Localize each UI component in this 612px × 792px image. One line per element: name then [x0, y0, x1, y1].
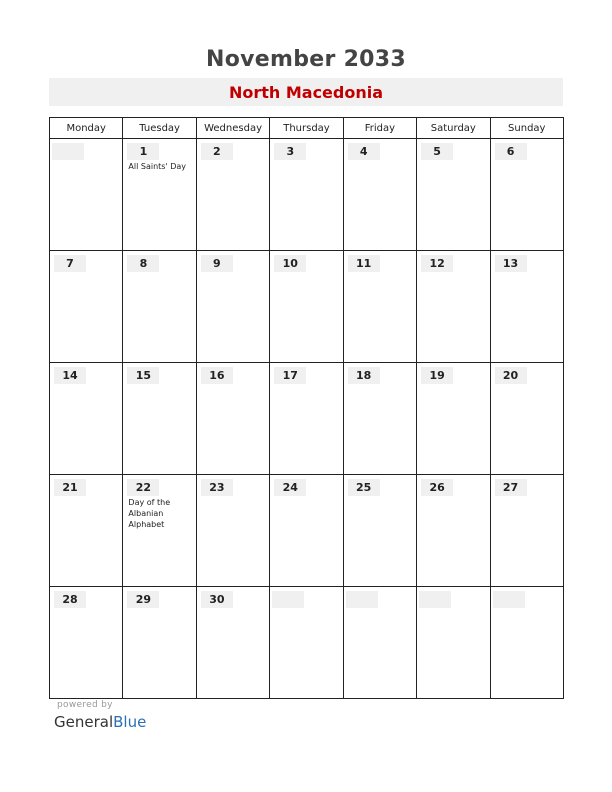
weekday-header: Wednesday	[196, 118, 269, 139]
day-cell	[417, 139, 490, 251]
country-name: North Macedonia	[228, 83, 384, 102]
weekday-header: Sunday	[490, 118, 563, 139]
day-number: 19	[421, 367, 453, 384]
day-number: 17	[274, 367, 306, 384]
calendar-title: November 2033	[205, 47, 407, 72]
week-row	[50, 251, 564, 363]
day-number: 12	[421, 255, 453, 272]
day-cell	[270, 475, 343, 587]
day-number: 25	[348, 479, 380, 496]
day-cell	[270, 251, 343, 363]
day-cell	[490, 363, 563, 475]
week-row	[50, 475, 564, 587]
day-number: 7	[54, 255, 86, 272]
day-cell	[196, 363, 269, 475]
day-cell	[270, 587, 343, 699]
day-cell	[490, 139, 563, 251]
week-row	[50, 587, 564, 699]
week-row	[50, 363, 564, 475]
holiday-label: Day of the Albanian Alphabet	[128, 498, 171, 529]
day-cell	[343, 587, 416, 699]
day-cell	[343, 251, 416, 363]
day-cell	[123, 587, 196, 699]
day-number: 28	[54, 591, 86, 608]
week-row	[50, 139, 564, 251]
day-number: 26	[421, 479, 453, 496]
calendar-grid	[49, 117, 564, 699]
day-cell	[417, 363, 490, 475]
day-number: 21	[54, 479, 86, 496]
brand-logo	[54, 713, 146, 731]
day-number: 22	[127, 479, 159, 496]
day-number: 5	[421, 143, 453, 160]
weekday-header: Friday	[343, 118, 416, 139]
day-cell	[490, 251, 563, 363]
day-number: 20	[495, 367, 527, 384]
weekday-header-row	[50, 118, 564, 139]
day-number: 1	[127, 143, 159, 160]
day-cell	[270, 363, 343, 475]
day-number	[52, 143, 84, 160]
day-number: 8	[127, 255, 159, 272]
day-number: 2	[201, 143, 233, 160]
day-number	[419, 591, 451, 608]
day-number: 13	[495, 255, 527, 272]
day-cell	[123, 251, 196, 363]
day-cell	[343, 475, 416, 587]
day-cell	[196, 251, 269, 363]
day-cell	[50, 587, 123, 699]
day-cell	[123, 363, 196, 475]
day-cell	[196, 587, 269, 699]
brand-general: General	[54, 713, 114, 731]
day-cell	[417, 587, 490, 699]
day-number: 24	[274, 479, 306, 496]
day-number: 18	[348, 367, 380, 384]
weekday-header: Monday	[50, 118, 123, 139]
day-cell	[417, 475, 490, 587]
day-cell	[50, 251, 123, 363]
day-number: 9	[201, 255, 233, 272]
day-cell	[196, 139, 269, 251]
brand-blue: Blue	[113, 713, 147, 731]
day-number: 6	[495, 143, 527, 160]
day-number: 15	[127, 367, 159, 384]
day-cell	[50, 363, 123, 475]
holiday-label: All Saints' Day	[128, 162, 186, 171]
day-cell	[490, 475, 563, 587]
day-cell	[123, 475, 196, 587]
day-cell	[123, 139, 196, 251]
day-number: 23	[201, 479, 233, 496]
day-cell	[343, 139, 416, 251]
day-cell	[270, 139, 343, 251]
weekday-header: Saturday	[417, 118, 490, 139]
day-number: 14	[54, 367, 86, 384]
day-cell	[50, 139, 123, 251]
day-number: 27	[495, 479, 527, 496]
day-cell	[343, 363, 416, 475]
weekday-header: Tuesday	[123, 118, 196, 139]
day-number	[493, 591, 525, 608]
country-banner	[49, 78, 563, 106]
day-number	[346, 591, 378, 608]
day-cell	[417, 251, 490, 363]
day-number: 30	[201, 591, 233, 608]
day-cell	[50, 475, 123, 587]
day-cell	[490, 587, 563, 699]
day-number: 16	[201, 367, 233, 384]
day-number	[272, 591, 304, 608]
day-number: 3	[274, 143, 306, 160]
day-number: 29	[127, 591, 159, 608]
day-cell	[196, 475, 269, 587]
weekday-header: Thursday	[270, 118, 343, 139]
day-number: 4	[348, 143, 380, 160]
powered-by-label: powered by	[57, 700, 113, 710]
day-number: 10	[274, 255, 306, 272]
day-number: 11	[348, 255, 380, 272]
